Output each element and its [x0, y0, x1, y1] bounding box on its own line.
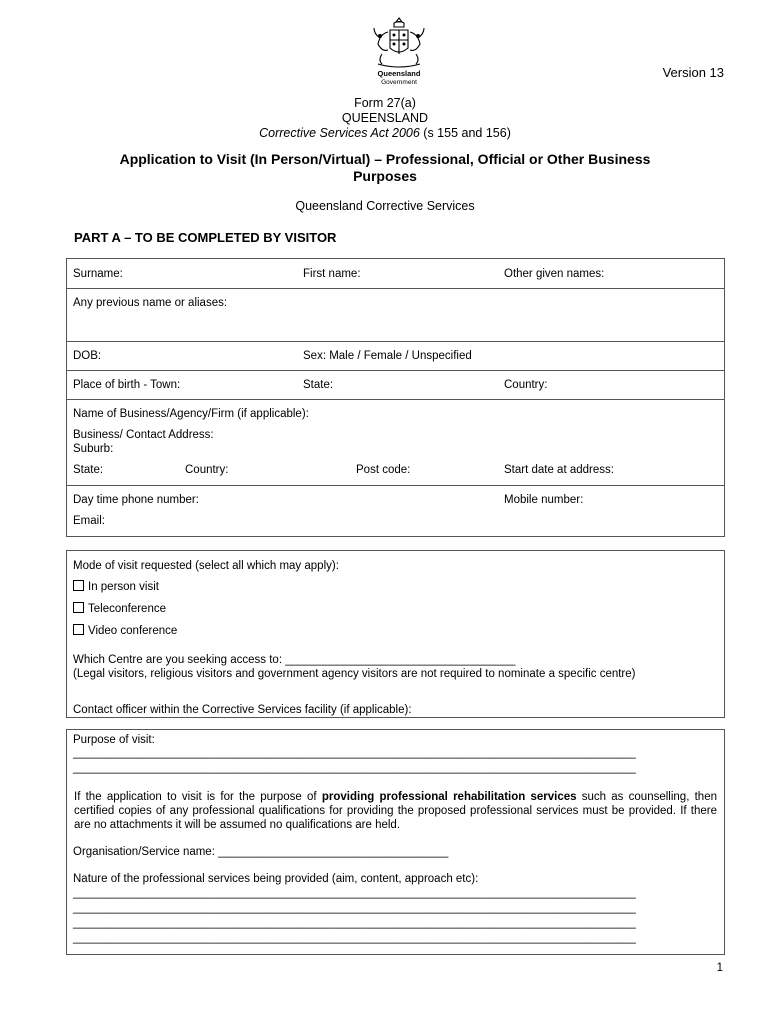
birth-country-label[interactable]: Country: [504, 379, 548, 391]
logo-text-queensland: Queensland [377, 69, 421, 78]
act-sections: (s 155 and 156) [419, 126, 511, 140]
qualifications-paragraph [74, 790, 717, 832]
suburb-label[interactable]: Suburb: [73, 443, 114, 455]
surname-label[interactable]: Surname: [73, 268, 123, 280]
version-label: Version 13 [662, 65, 724, 80]
option-label: In person visit [88, 581, 159, 593]
option-label: Video conference [88, 625, 178, 637]
first-name-label[interactable]: First name: [303, 268, 361, 280]
form-number: Form 27(a) [354, 96, 416, 110]
divider [67, 370, 724, 371]
option-in-person[interactable] [73, 580, 159, 593]
purpose-line[interactable]: ________________________________________________________________________________________ [73, 762, 636, 774]
divider [67, 288, 724, 289]
business-name-label[interactable]: Name of Business/Agency/Firm (if applicable): [73, 408, 309, 420]
divider [67, 399, 724, 400]
organisation-label[interactable]: Organisation/Service name: ____________________________________ [73, 846, 449, 858]
address-state-label[interactable]: State: [73, 464, 104, 476]
visit-mode-box [66, 550, 725, 718]
nature-line[interactable]: ________________________________________________________________________________________ [73, 887, 636, 899]
checkbox-icon[interactable] [73, 624, 84, 635]
part-a-heading: PART A – TO BE COMPLETED BY VISITOR [74, 230, 337, 245]
form-title-line1: Application to Visit (In Person/Virtual) – Professional, Official or Other Business [119, 151, 651, 167]
agency-name: Queensland Corrective Services [295, 199, 475, 213]
para-rest: such as counselling, then certified copies of any professional qualifications for providing the proposed professional services must be provided. If there are no attachments it will be assumed no qualifications are held. [74, 791, 717, 831]
birth-state-label[interactable]: State: [303, 379, 334, 391]
purpose-line[interactable]: ________________________________________________________________________________________ [73, 747, 636, 759]
para-start: If the application to visit is for the purpose of [74, 791, 322, 803]
queensland-crest-logo [368, 14, 430, 88]
state-heading: QUEENSLAND [341, 111, 429, 125]
visitor-details-box [66, 258, 725, 537]
email-label[interactable]: Email: [73, 515, 105, 527]
nature-line[interactable]: ________________________________________________________________________________________ [73, 917, 636, 929]
address-country-label[interactable]: Country: [185, 464, 229, 476]
form-title-line2: Purposes [353, 168, 417, 184]
birth-town-label[interactable]: Place of birth - Town: [73, 379, 181, 391]
act-name: Corrective Services Act 2006 [259, 126, 420, 140]
postcode-label[interactable]: Post code: [356, 464, 411, 476]
nature-label: Nature of the professional services being provided (aim, content, approach etc): [73, 873, 479, 885]
day-phone-label[interactable]: Day time phone number: [73, 494, 199, 506]
business-address-label[interactable]: Business/ Contact Address: [73, 429, 214, 441]
divider [67, 341, 724, 342]
centre-label[interactable]: Which Centre are you seeking access to: ____________________________________ [73, 654, 516, 666]
act-reference [0, 126, 770, 140]
option-teleconference[interactable] [73, 602, 166, 615]
other-names-label[interactable]: Other given names: [504, 268, 605, 280]
centre-note: (Legal visitors, religious visitors and government agency visitors are not required to nominate a specific centre) [73, 668, 636, 680]
logo-text-government: Government [381, 79, 417, 86]
purpose-box [66, 729, 725, 955]
mode-of-visit-label: Mode of visit requested (select all which may apply): [73, 560, 339, 572]
dob-label[interactable]: DOB: [73, 350, 102, 362]
purpose-label: Purpose of visit: [73, 734, 155, 746]
sex-label[interactable]: Sex: Male / Female / Unspecified [303, 350, 472, 362]
checkbox-icon[interactable] [73, 602, 84, 613]
start-date-label[interactable]: Start date at address: [504, 464, 614, 476]
para-bold: providing professional rehabilitation services [321, 791, 577, 803]
contact-officer-label[interactable]: Contact officer within the Corrective Services facility (if applicable): [73, 704, 412, 716]
divider [67, 485, 724, 486]
option-video-conference[interactable] [73, 624, 177, 637]
aliases-label[interactable]: Any previous name or aliases: [73, 297, 228, 309]
page-number: 1 [716, 962, 723, 974]
checkbox-icon[interactable] [73, 580, 84, 591]
mobile-label[interactable]: Mobile number: [504, 494, 584, 506]
nature-line[interactable]: ________________________________________________________________________________________ [73, 932, 636, 944]
option-label: Teleconference [88, 603, 166, 615]
nature-line[interactable]: ________________________________________________________________________________________ [73, 902, 636, 914]
